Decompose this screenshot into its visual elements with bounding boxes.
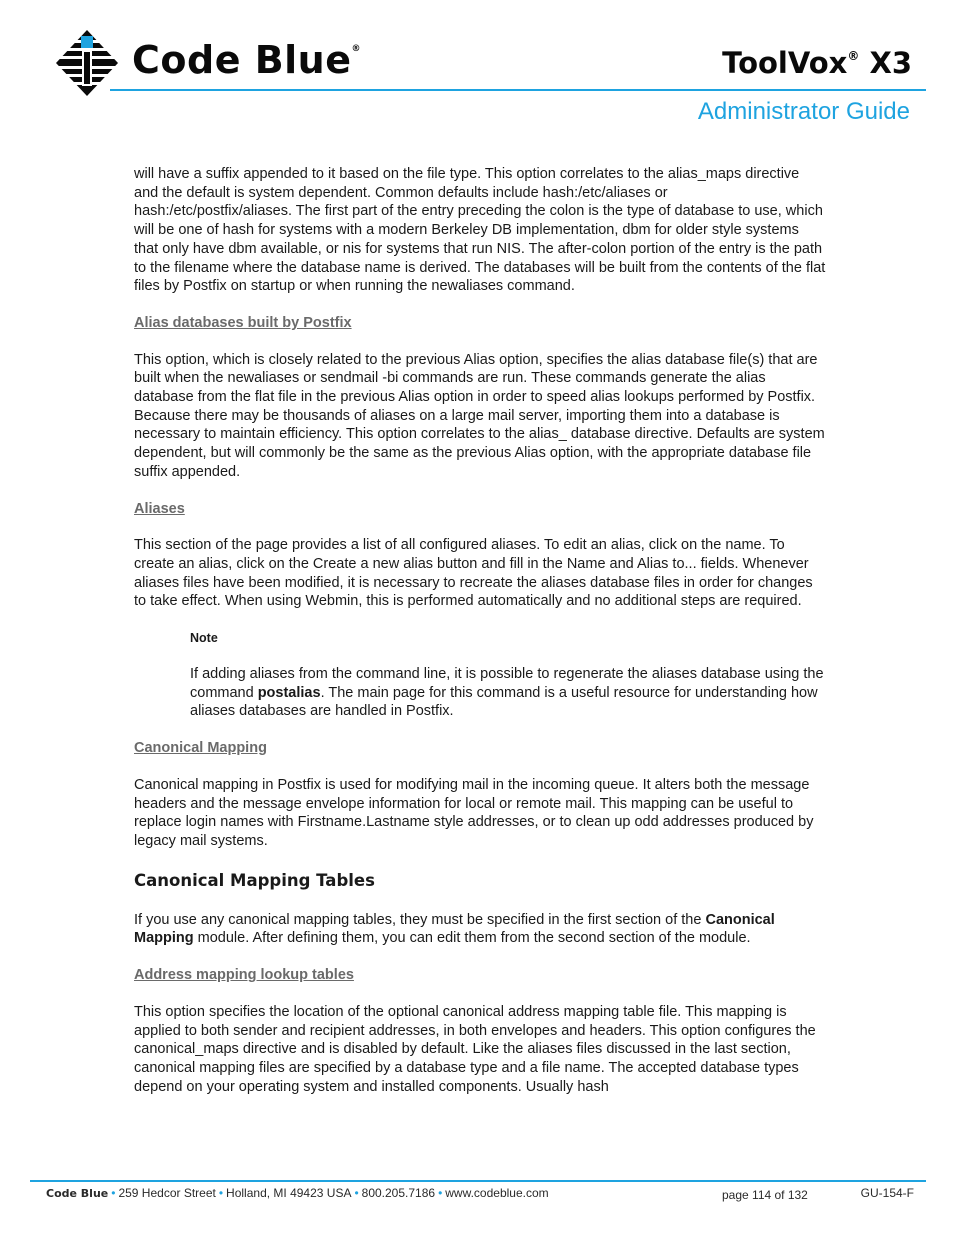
body-paragraph: Canonical mapping in Postfix is used for modifying mail in the incoming queue. It alters both the message headers and the message envelope information for local or remote mail. This mapping can be useful to replace login names with Firstname.Lastname style addresses, or to clean up odd addresses produced by legacy mail systems. xyxy=(134,776,814,849)
document-id: GU-154-F xyxy=(860,1186,914,1200)
body-paragraph: will have a suffix appended to it based on the file type. This option correlates to the alias_maps directive and the default is system dependent. Common defaults include hash:/etc/aliases or hash:/etc/postfix/aliases. The first part of the entry preceding the colon is the type of database to use, which will be one of hash for systems with a modern Berkeley DB implementation, dbm for older style systems that only have dbm available, or nis for systems that run NIS. The after-colon portion of the entry is the path to the filename where the database name is derived. The databases will be built from the contents of the flat files by Postfix on startup or when running the newaliases command. xyxy=(134,166,826,295)
section-link-aliases[interactable]: Aliases xyxy=(134,500,185,517)
code-blue-logo xyxy=(52,28,412,98)
section-link-canonical-mapping[interactable]: Canonical Mapping xyxy=(134,740,267,757)
body-paragraph: If you use any canonical mapping tables, they must be specified in the first section of the Canonical Mapping module. After defining them, you can edit them from the second section of the module. xyxy=(134,911,775,947)
page-number: page 114 of 132 xyxy=(722,1188,808,1202)
footer-phone: 800.205.7186 xyxy=(361,1186,436,1200)
page-footer: Code Blue • 259 Hedcor Street • Holland, MI 49423 USA • 800.205.7186 • www.codeblue.com page 114 of 132 GU-154-F xyxy=(46,1186,914,1202)
body-paragraph: This option, which is closely related to the previous Alias option, specifies the alias database file(s) that are built when the newaliases or sendmail -bi commands are run. These commands generate the alias database from the flat file in the previous Alias option in order to speed alias lookups performed by Postfix. Because there may be thousands of aliases on a large mail server, importing them into a database is necessary to maintain efficiency. This option correlates to the alias_ database directive. Defaults are system dependent, but will commonly be the same as the previous Alias option, with the appropriate database file suffix appended. xyxy=(134,351,825,480)
document-subtitle: Administrator Guide xyxy=(697,98,910,125)
section-heading: Canonical Mapping Tables xyxy=(134,870,375,890)
lighthouse-emblem-icon xyxy=(52,28,122,98)
command-name: postalias xyxy=(257,684,321,701)
footer-brand: Code Blue xyxy=(46,1187,109,1200)
footer-city: Holland, MI 49423 USA xyxy=(226,1186,352,1200)
body-paragraph: This option specifies the location of the optional canonical address mapping table file. This mapping is applied to both sender and recipient addresses, in both envelopes and headers. This option configures the canonical_maps directive and is disabled by default. Like the aliases files discussed in the last section, canonical mapping files are specified by a database type and a file name. The accepted database types depend on your operating system and installed components. Usually hash xyxy=(134,1003,816,1095)
section-link-address-mapping[interactable]: Address mapping lookup tables xyxy=(134,967,354,984)
body-paragraph: This section of the page provides a list of all configured aliases. To edit an alias, click on the name. To create an alias, click on the Create a new alias button and fill in the Name and Alias to... fields. Whenever aliases files have been modified, it is necessary to recreate the aliases database files in order for changes to take effect. When using Webmin, this is performed automatically and no additional steps are required. xyxy=(134,537,813,610)
section-link-alias-databases[interactable]: Alias databases built by Postfix xyxy=(134,314,352,331)
logo-wordmark: Code Blue® xyxy=(132,38,362,82)
product-title: ToolVox® X3 xyxy=(722,46,912,80)
page-content xyxy=(134,165,826,1096)
note-block xyxy=(134,629,826,721)
header-divider xyxy=(110,89,926,91)
footer-address: 259 Hedcor Street xyxy=(118,1186,216,1200)
note-label: Note xyxy=(190,631,218,646)
note-text: If adding aliases from the command line, it is possible to regenerate the aliases database using the command postalias. The main page for this command is a useful resource for understanding how aliases databases are handled in Postfix. xyxy=(190,666,824,720)
footer-divider xyxy=(30,1180,926,1182)
module-name: Canonical Mapping xyxy=(134,911,775,947)
footer-website-link[interactable]: www.codeblue.com xyxy=(445,1186,549,1200)
